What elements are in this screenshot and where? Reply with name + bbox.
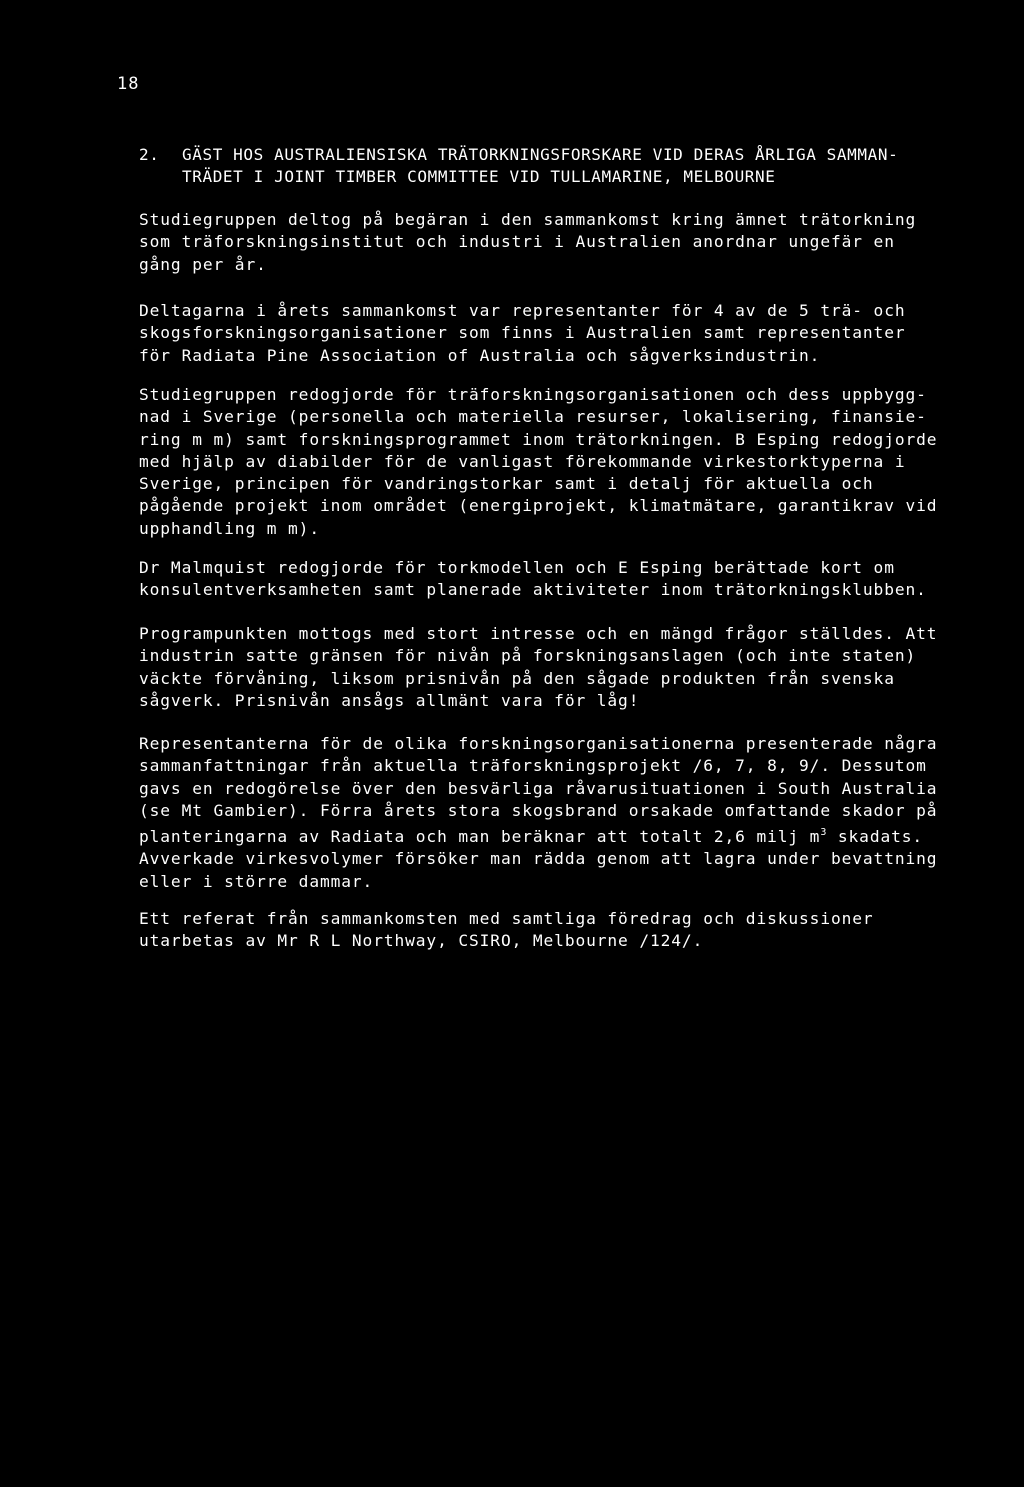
superscript-exponent: 3 bbox=[820, 827, 828, 839]
paragraph-4 bbox=[139, 557, 939, 602]
paragraph-line: pågående projekt inom området (energiprojekt, klimatmätare, garantikrav vid bbox=[139, 496, 938, 516]
paragraph-line: (se Mt Gambier). Förra årets stora skogsbrand orsakade omfattande skador på bbox=[139, 800, 938, 820]
paragraph-line: för Radiata Pine Association of Australia och sågverksindustrin. bbox=[139, 345, 821, 365]
paragraph-line-text: skadats. bbox=[827, 827, 924, 847]
paragraph-line: Dr Malmquist redogjorde för torkmodellen och E Esping berättade kort om bbox=[139, 558, 895, 577]
paragraph-line: industrin satte gränsen för nivån på forskningsanslagen (och inte staten) bbox=[139, 646, 917, 666]
paragraph-line: Deltagarna i årets sammankomst var representanter för 4 av de 5 trä- och bbox=[139, 301, 906, 320]
paragraph-line: nad i Sverige (personella och materiella resurser, lokalisering, finansie- bbox=[139, 407, 927, 427]
section-heading bbox=[139, 144, 959, 188]
paragraph-line: Programpunkten mottogs med stort intresse och en mängd frågor ställdes. Att bbox=[139, 624, 938, 643]
page-number: 18 bbox=[117, 74, 140, 94]
paragraph-line: konsulentverksamheten samt planerade aktiviteter inom trätorkningsklubben. bbox=[139, 580, 927, 600]
section-title-part-2: TRÄDET I JOINT TIMBER COMMITTEE VID TULLAMARINE, MELBOURNE bbox=[182, 167, 776, 186]
paragraph-line: sågverk. Prisnivån ansågs allmänt vara för låg! bbox=[139, 690, 640, 710]
paragraph-3 bbox=[139, 384, 939, 540]
paragraph-line: eller i större dammar. bbox=[139, 871, 374, 891]
paragraph-line: väckte förvåning, liksom prisnivån på den sågade produkten från svenska bbox=[139, 668, 895, 688]
paragraph-line: upphandling m m). bbox=[139, 518, 320, 538]
paragraph-line: Ett referat från sammankomsten med samtliga föredrag och diskussioner bbox=[139, 909, 874, 928]
paragraph-line: sammanfattningar från aktuella träforskningsprojekt /6, 7, 8, 9/. Dessutom bbox=[139, 756, 927, 776]
paragraph-7 bbox=[139, 908, 939, 953]
section-title-part-1: GÄST HOS AUSTRALIENSISKA TRÄTORKNINGSFORSKARE VID DERAS ÅRLIGA SAMMAN- bbox=[182, 145, 899, 164]
paragraph-1 bbox=[139, 209, 939, 276]
paragraph-line: Studiegruppen deltog på begäran i den sammankomst kring ämnet trätorkning bbox=[139, 210, 917, 229]
paragraph-line: gång per år. bbox=[139, 254, 267, 274]
paragraph-5 bbox=[139, 623, 939, 712]
paragraph-line bbox=[139, 822, 939, 848]
section-heading-line-1 bbox=[139, 144, 959, 166]
paragraph-line: gavs en redogörelse över den besvärliga råvarusituationen i South Australia bbox=[139, 778, 938, 798]
paragraph-line: med hjälp av diabilder för de vanligast förekommande virkestorktyperna i bbox=[139, 451, 906, 471]
paragraph-line: ring m m) samt forskningsprogrammet inom trätorkningen. B Esping redogjorde bbox=[139, 429, 938, 449]
paragraph-line: Representanterna för de olika forskningsorganisationerna presenterade några bbox=[139, 734, 938, 753]
paragraph-line: utarbetas av Mr R L Northway, CSIRO, Melbourne /124/. bbox=[139, 931, 704, 951]
paragraph-line: skogsforskningsorganisationer som finns i Australien samt representanter bbox=[139, 323, 906, 343]
paragraph-6 bbox=[139, 733, 939, 893]
paragraph-line-text: planteringarna av Radiata och man beräknar att totalt 2,6 milj m bbox=[139, 827, 821, 847]
paragraph-line: Avverkade virkesvolymer försöker man rädda genom att lagra under bevattning bbox=[139, 849, 938, 869]
paragraph-line: Studiegruppen redogjorde för träforskningsorganisationen och dess uppbygg- bbox=[139, 385, 927, 404]
section-number: 2. bbox=[139, 145, 160, 164]
paragraph-2 bbox=[139, 300, 939, 367]
paragraph-line: som träforskningsinstitut och industri i Australien anordnar ungefär en bbox=[139, 232, 895, 252]
paragraph-line: Sverige, principen för vandringstorkar samt i detalj för aktuella och bbox=[139, 474, 874, 494]
